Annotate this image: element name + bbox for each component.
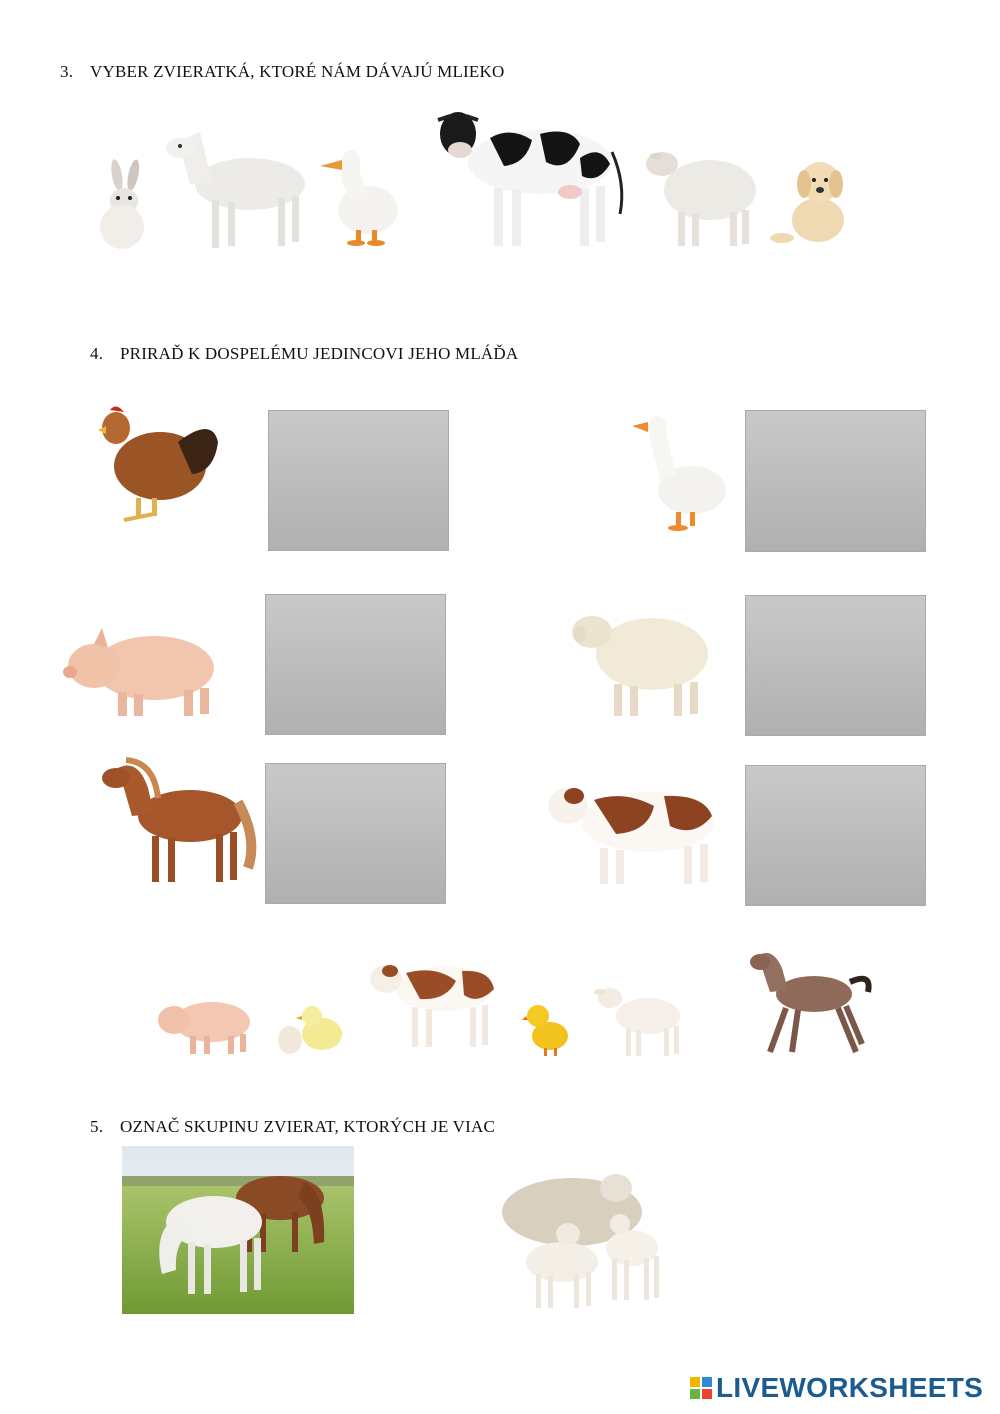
answer-box-pig[interactable]	[265, 594, 446, 735]
sheep-icon	[570, 604, 710, 720]
duck-icon[interactable]	[320, 142, 402, 246]
logo-text: LIVEWORKSHEETS	[716, 1372, 984, 1403]
answer-box-sheep[interactable]	[745, 595, 926, 736]
answer-box-cow[interactable]	[745, 765, 926, 906]
liveworksheets-logo	[690, 1372, 983, 1404]
answer-box-goose[interactable]	[745, 410, 926, 552]
question-number: 4.	[90, 344, 104, 363]
cow-icon[interactable]	[430, 104, 628, 250]
pig-icon	[64, 620, 216, 720]
answer-box-horse[interactable]	[265, 763, 446, 904]
chick-icon[interactable]	[276, 1002, 346, 1056]
goat-icon[interactable]	[160, 122, 315, 250]
dog-icon[interactable]	[772, 156, 848, 246]
foal-icon[interactable]	[748, 944, 872, 1056]
question-text: VYBER ZVIERATKÁ, KTORÉ NÁM DÁVAJÚ MLIEKO	[90, 62, 505, 81]
cow-icon	[544, 776, 722, 888]
piglet-icon[interactable]	[154, 992, 254, 1056]
question-5	[90, 1117, 495, 1137]
answer-box-hen[interactable]	[268, 410, 449, 551]
goose-icon	[632, 412, 730, 532]
rabbit-icon[interactable]	[94, 165, 150, 250]
duckling-icon[interactable]	[522, 1002, 572, 1058]
calf-icon[interactable]	[366, 955, 498, 1051]
question-3	[60, 62, 504, 82]
lamb-icon[interactable]	[594, 982, 684, 1058]
horses-group-icon[interactable]	[122, 1146, 354, 1314]
question-number: 5.	[90, 1117, 104, 1136]
question-text: PRIRAĎ K DOSPELÉMU JEDINCOVI JEHO MLÁĎA	[120, 344, 519, 363]
question-text: OZNAČ SKUPINU ZVIERAT, KTORÝCH JE VIAC	[120, 1117, 496, 1136]
question-number: 3.	[60, 62, 74, 81]
question-4	[90, 344, 518, 364]
horse-icon	[98, 758, 256, 888]
logo-tiles-icon	[690, 1377, 712, 1399]
sheep-group-icon[interactable]	[500, 1166, 666, 1312]
hen-icon	[94, 402, 222, 526]
sheep-icon[interactable]	[642, 142, 760, 250]
